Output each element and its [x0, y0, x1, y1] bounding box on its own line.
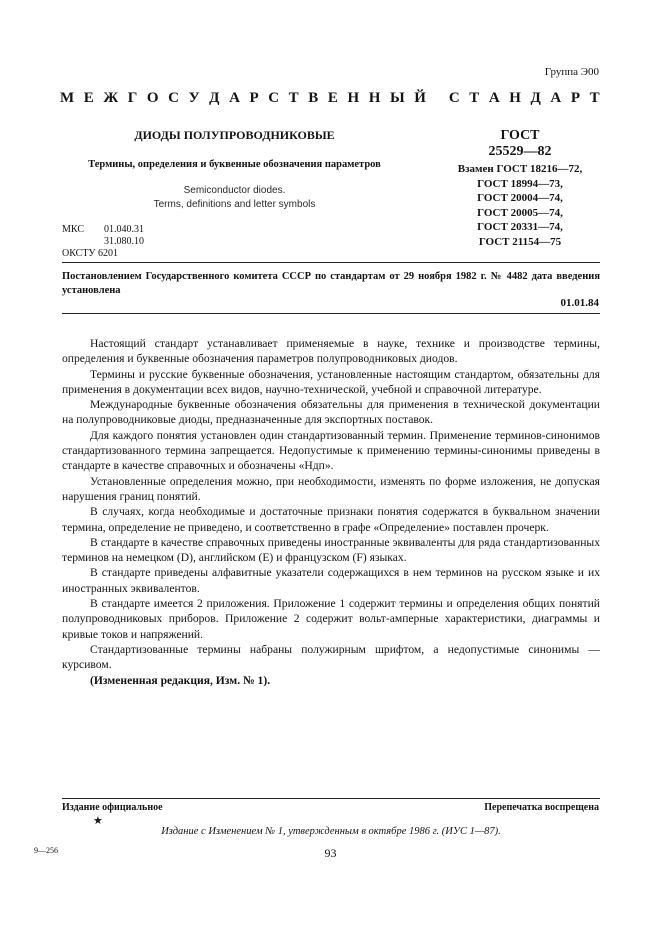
- banner-letter: Н: [509, 90, 521, 106]
- amendment-note: Издание с Изменением № 1, утвержденным в октябре 1986 г. (ИУС 1—87).: [161, 826, 501, 837]
- banner-letter: С: [168, 90, 179, 106]
- intro-date: 01.01.84: [560, 297, 599, 309]
- replaces-item: ГОСТ 20005—74,: [477, 206, 563, 219]
- banner-letter: Й: [414, 90, 426, 106]
- paragraph: Установленные определения можно, при необходимости, изменять по форме изложения, не допуская нарушения границ понятий.: [62, 474, 600, 503]
- paragraph: Стандартизованные термины набраны полужирным шрифтом, а недопустимые синонимы — курсивом.: [62, 642, 600, 672]
- body-text: [62, 336, 600, 688]
- replaces-item: ГОСТ 21154—75: [478, 235, 562, 248]
- title-block: [62, 128, 422, 260]
- banner-letter: У: [188, 90, 200, 106]
- code-row: [62, 224, 422, 236]
- banner-letter: Г: [127, 90, 138, 106]
- document-title: ДИОДЫ ПОЛУПРОВОДНИКОВЫЕ: [134, 128, 335, 142]
- banner-letter: Е: [327, 90, 338, 106]
- paragraph: В стандарте имеется 2 приложения. Приложение 1 содержит термины и определения общих понятий полупроводниковых приборов. Приложение 2 содержит вольт-амперные характеристики, диаграммы и кривые токов и напряжений.: [62, 597, 600, 641]
- code-key: МКС: [62, 224, 84, 235]
- replaces-item: ГОСТ 20331—74,: [477, 221, 563, 233]
- banner-letter: В: [308, 90, 319, 106]
- code-row: [62, 248, 422, 260]
- banner-space: [436, 90, 440, 107]
- replaces-item: ГОСТ 18994—73,: [477, 177, 563, 190]
- paragraph: В стандарте приведены алфавитные указатели содержащихся в нем терминов на русском языке и их иностранных эквивалентов.: [62, 566, 600, 595]
- banner-letter: Т: [589, 90, 600, 106]
- banner-letter: Н: [368, 90, 381, 106]
- english-title: [62, 184, 407, 212]
- replaces-item: Взамен ГОСТ 18216—72,: [457, 163, 583, 175]
- classification-codes: [62, 224, 422, 260]
- english-title-line: Semiconductor diodes.: [183, 185, 286, 196]
- banner-letter: Е: [83, 90, 94, 106]
- code-key: [62, 236, 104, 248]
- code-value: 01.040.31: [104, 224, 144, 235]
- standard-banner: [60, 90, 600, 107]
- replaces-list: [440, 162, 600, 249]
- page-number: 93: [324, 846, 337, 860]
- banner-letter: А: [229, 90, 240, 106]
- paragraph: Настоящий стандарт устанавливает применяемые в науке, технике и производстве термины, определения и буквенные обозначения параметров полупроводниковых диодов.: [62, 337, 600, 366]
- print-code: 9—256: [34, 846, 58, 855]
- banner-letter: М: [60, 90, 75, 106]
- banner-letter: О: [146, 90, 159, 106]
- banner-letter: Т: [288, 90, 299, 106]
- code-value: 31.080.10: [104, 236, 144, 247]
- paragraph: Для каждого понятия установлен один стандартизованный термин. Применение терминов-синонимов стандартизованного термина запрещается. Недопустимые к применению термины-синонимы приведены в стандарте в качестве справочных и обозначены «Ндп».: [62, 428, 600, 473]
- official-edition: Издание официальное: [62, 802, 163, 813]
- star-icon: ★: [93, 815, 103, 827]
- gost-number: 25529—82: [488, 144, 552, 159]
- banner-letter: Д: [530, 90, 541, 106]
- decree-text: Постановлением Государственного комитета СССР по стандартам от 29 ноября 1982 г. № 4482 дата введения установлена: [62, 271, 600, 296]
- english-title-line: Terms, definitions and letter symbols: [153, 199, 316, 210]
- group-code: Группа Э00: [544, 66, 599, 78]
- banner-letter: С: [448, 90, 460, 106]
- divider: [62, 798, 600, 799]
- gost-block: [440, 128, 600, 249]
- banner-letter: С: [268, 90, 280, 106]
- code-key: ОКСТУ 6201: [62, 248, 119, 259]
- paragraph: В стандарте в качестве справочных приведены иностранные эквиваленты для ряда стандартизованных терминов на немецком (D), английском (E) и французском (F) языках.: [62, 535, 600, 565]
- edit-note: (Измененная редакция, Изм. № 1).: [90, 673, 271, 687]
- banner-letter: Р: [570, 90, 581, 106]
- replaces-item: ГОСТ 20004—74,: [477, 192, 563, 204]
- banner-letter: Р: [249, 90, 259, 106]
- paragraph: В случаях, когда необходимые и достаточные признаки понятия содержатся в буквальном значении термина, определение не приведено, и соответственно в графе «Определение» поставлен прочерк.: [62, 505, 600, 534]
- reprint-prohibited: Перепечатка воспрещена: [484, 802, 599, 813]
- code-row: [62, 236, 422, 248]
- gost-label: ГОСТ: [500, 128, 540, 143]
- paragraph: Международные буквенные обозначения обязательны для применения в технической документации на полупроводниковые диоды, предназначенные для экспортных поставок.: [62, 398, 600, 427]
- divider: [62, 313, 600, 314]
- document-subtitle: Термины, определения и буквенные обозначения параметров: [88, 159, 381, 170]
- banner-letter: Т: [469, 90, 480, 106]
- paragraph: Термины и русские буквенные обозначения, установленные настоящим стандартом, обязательны для применения в документации всех видов, научно-технической, учебной и справочной литературе.: [62, 367, 600, 396]
- banner-letter: Д: [209, 90, 220, 106]
- banner-letter: Ж: [103, 90, 119, 106]
- banner-letter: А: [488, 90, 500, 106]
- banner-letter: Н: [347, 90, 360, 106]
- banner-letter: А: [550, 90, 562, 106]
- banner-letter: Ы: [389, 90, 405, 106]
- divider: [62, 262, 600, 263]
